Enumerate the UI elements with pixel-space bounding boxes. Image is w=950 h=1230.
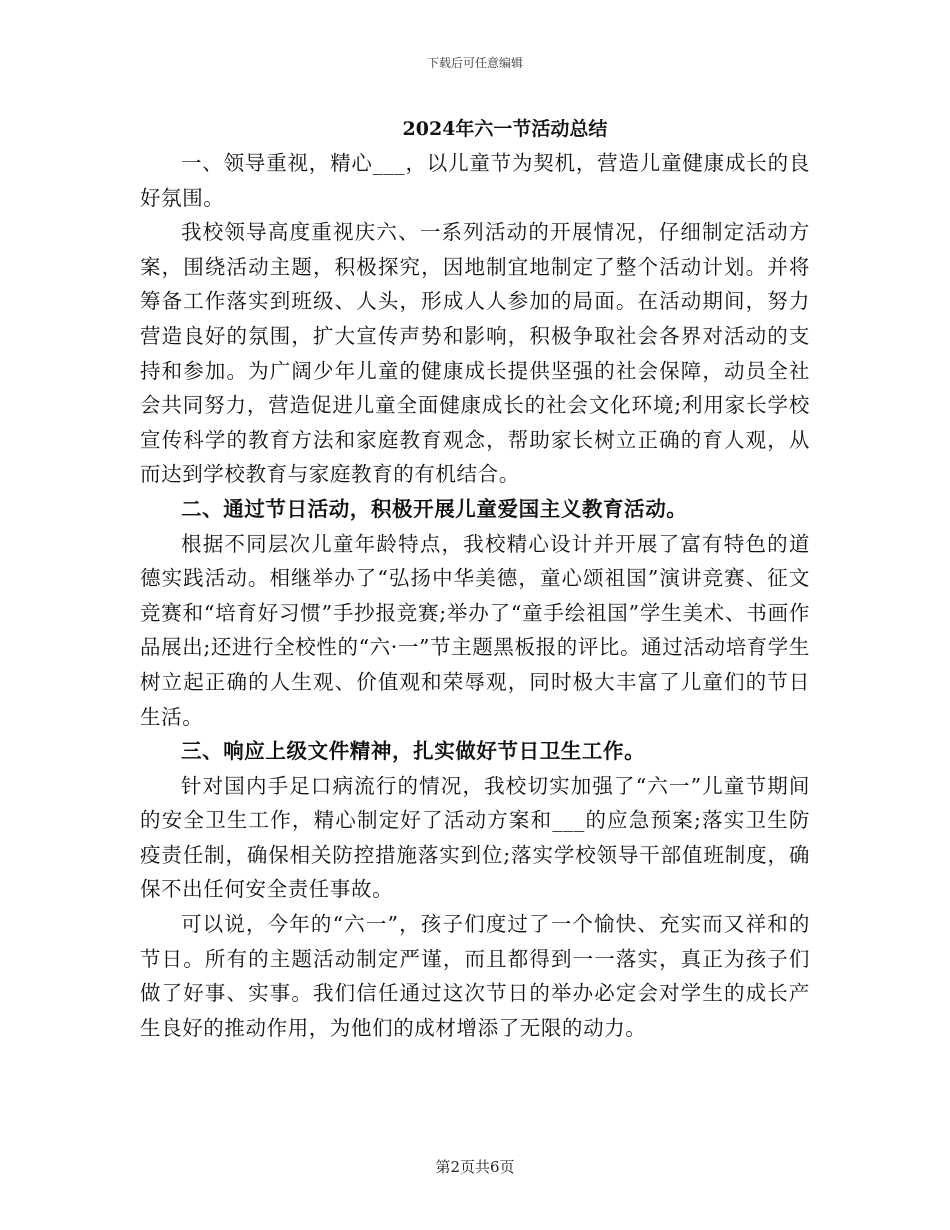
paragraph-activities: 根据不同层次儿童年龄特点，我校精心设计并开展了富有特色的道德实践活动。相继举办了“弘扬中华美德，童心颂祖国”演讲竞赛、征文竞赛和“培育好习惯”手抄报竞赛;举办了“童手绘祖国”学生美术、书画作品展出;还进行全校性的“六·一”节主题黑板报的评比。通过活动培育学生树立起正确的人生观、价值观和荣辱观，同时极大丰富了儿童们的节日生活。: [140, 531, 810, 729]
paragraph-conclusion: 可以说，今年的“六一”，孩子们度过了一个愉快、充实而又祥和的节日。所有的主题活动制定严谨，而且都得到一一落实，真正为孩子们做了好事、实事。我们信任通过这次节日的举办必定会对学生的成长产生良好的推动作用，为他们的成材增添了无限的动力。: [140, 912, 810, 1040]
paragraph-hygiene: 针对国内手足口病流行的情况，我校切实加强了“六一”儿童节期间的安全卫生工作，精心制定好了活动方案和___的应急预案;落实卫生防疫责任制，确保相关防控措施落实到位;落实学校领导干部值班制度，确保不出任何安全责任事故。: [140, 773, 810, 902]
page-footer: 第2页共6页: [435, 1158, 515, 1176]
paragraph-section-two-heading: 二、通过节日活动，积极开展儿童爱国主义教育活动。: [181, 496, 688, 521]
header-note: 下载后可任意编辑: [426, 56, 523, 70]
paragraph-section-one-heading: 一、领导重视，精心___，以儿童节为契机，营造儿童健康成长的良好氛围。: [140, 151, 810, 210]
paragraph-leadership: 我校领导高度重视庆六、一系列活动的开展情况，仔细制定活动方案，围绕活动主题，积极探究，因地制宜地制定了整个活动计划。并将筹备工作落实到班级、人头，形成人人参加的局面。在活动期间，努力营造良好的氛围，扩大宣传声势和影响，积极争取社会各界对活动的支持和参加。为广阔少年儿童的健康成长提供坚强的社会保障，动员全社会共同努力，营造促进儿童全面健康成长的社会文化环境;利用家长学校宣传科学的教育方法和家庭教育观念，帮助家长树立正确的育人观，从而达到学校教育与家庭教育的有机结合。: [140, 220, 810, 487]
paragraph-section-three-heading: 三、响应上级文件精神，扎实做好节日卫生工作。: [181, 739, 646, 764]
document-title: 2024年六一节活动总结: [402, 118, 608, 140]
document-body: [140, 112, 810, 1045]
